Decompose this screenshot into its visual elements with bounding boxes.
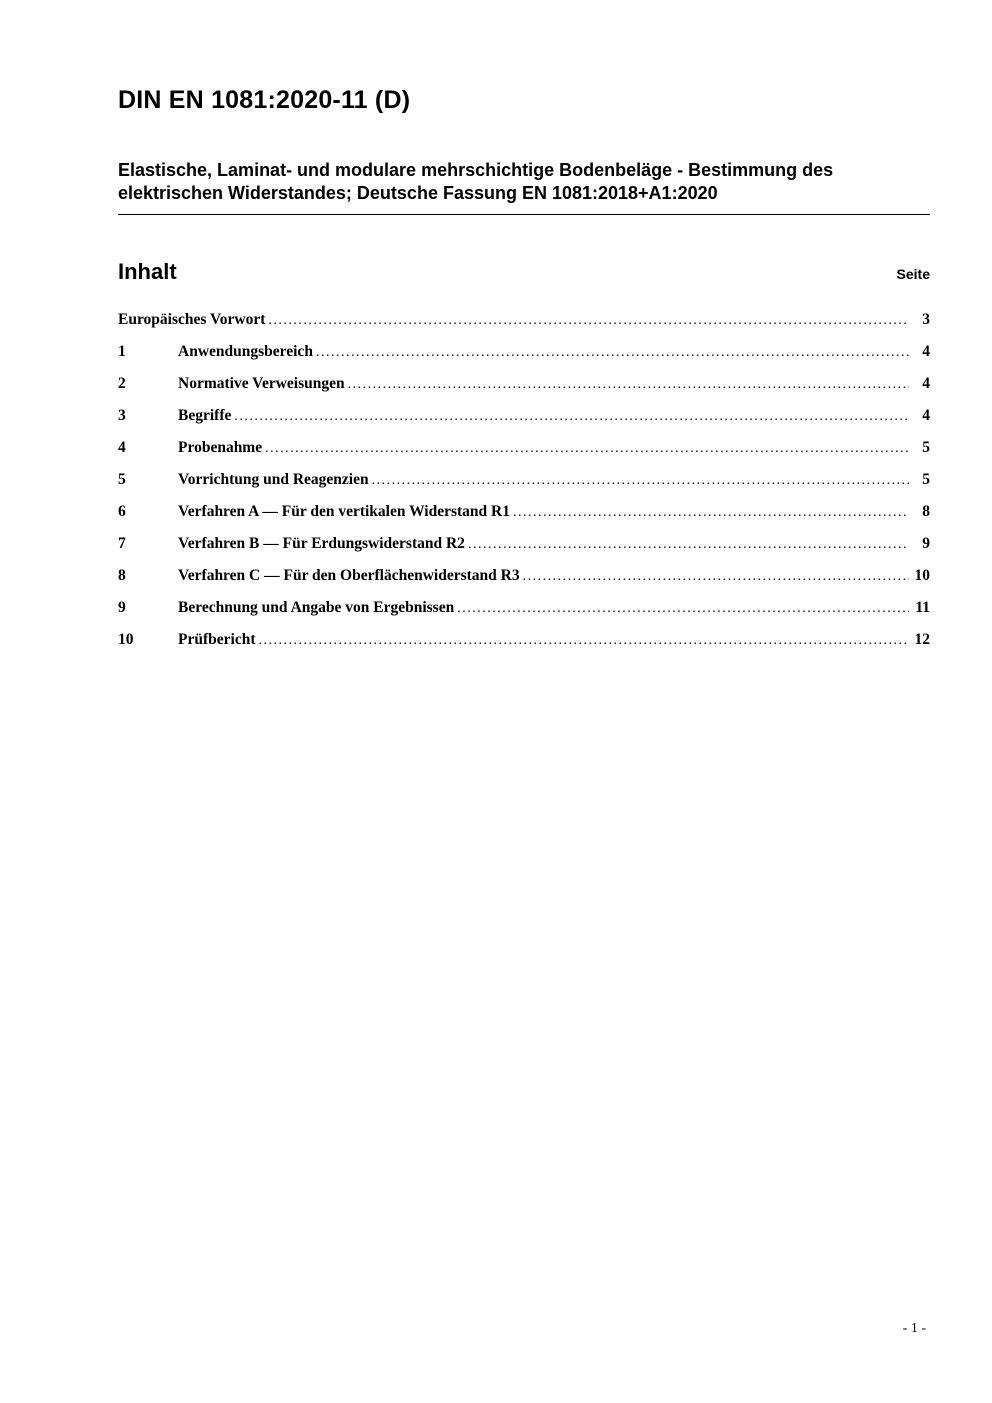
toc-entry bbox=[118, 631, 930, 649]
toc-entry bbox=[118, 567, 930, 585]
toc-entry-page: 12 bbox=[914, 630, 930, 648]
toc-entry-number: 9 bbox=[118, 598, 126, 616]
toc-entry-page: 4 bbox=[922, 374, 930, 392]
toc-dot-leader bbox=[523, 567, 909, 585]
footer-page-number: - 1 - bbox=[902, 1321, 926, 1336]
toc-entry-title: Verfahren C — Für den Oberflächenwiderstand R3 bbox=[178, 566, 520, 584]
toc-entry-title: Verfahren B — Für Erdungswiderstand R2 bbox=[178, 534, 465, 552]
toc-dot-leader bbox=[258, 631, 909, 649]
toc-entry bbox=[118, 311, 930, 329]
toc-entry bbox=[118, 343, 930, 361]
toc-entry-page: 5 bbox=[922, 438, 930, 456]
toc-entry bbox=[118, 471, 930, 489]
toc-dot-leader bbox=[457, 599, 909, 617]
toc-entry-number: 2 bbox=[118, 374, 126, 392]
toc-entry bbox=[118, 439, 930, 457]
toc-entry bbox=[118, 535, 930, 553]
toc-entry-number: 3 bbox=[118, 406, 126, 424]
toc-dot-leader bbox=[265, 439, 909, 457]
toc-dot-leader bbox=[468, 535, 909, 553]
toc-dot-leader bbox=[513, 503, 909, 521]
document-title: Elastische, Laminat- und modulare mehrschichtige Bodenbeläge - Bestimmung des elektrischen Widerstandes; Deutsche Fassung EN 1081:2018+A1:2020 bbox=[118, 159, 930, 215]
toc-header bbox=[118, 259, 930, 285]
toc-entry-title: Begriffe bbox=[178, 406, 232, 424]
toc-entry-number: 6 bbox=[118, 502, 126, 520]
toc-entry-page: 4 bbox=[922, 406, 930, 424]
toc-entry-number: 8 bbox=[118, 566, 126, 584]
toc-entry-title: Verfahren A — Für den vertikalen Widerstand R1 bbox=[178, 502, 510, 520]
toc-entry-title: Vorrichtung und Reagenzien bbox=[178, 470, 369, 488]
toc-dot-leader bbox=[234, 407, 909, 425]
toc-entry bbox=[118, 599, 930, 617]
toc-entry-page: 4 bbox=[922, 342, 930, 360]
toc-entry-page: 10 bbox=[914, 566, 930, 584]
toc-entry-page: 8 bbox=[922, 502, 930, 520]
toc-entry bbox=[118, 375, 930, 393]
toc-entry-title: Europäisches Vorwort bbox=[118, 310, 266, 328]
toc-entry-page: 9 bbox=[922, 534, 930, 552]
page-column-label: Seite bbox=[896, 265, 930, 282]
toc-entry bbox=[118, 503, 930, 521]
toc-entry-number: 7 bbox=[118, 534, 126, 552]
toc-entry-title: Berechnung und Angabe von Ergebnissen bbox=[178, 598, 455, 616]
toc-entry-number: 5 bbox=[118, 470, 126, 488]
toc-heading: Inhalt bbox=[118, 258, 177, 284]
toc-dot-leader bbox=[316, 343, 909, 361]
toc-entry-number: 10 bbox=[118, 630, 134, 648]
toc-entry-title: Anwendungsbereich bbox=[178, 342, 313, 360]
toc-entry bbox=[118, 407, 930, 425]
table-of-contents bbox=[118, 311, 930, 649]
document-number: DIN EN 1081:2020-11 (D) bbox=[118, 86, 411, 114]
toc-entry-title: Prüfbericht bbox=[178, 630, 256, 648]
toc-entry-number: 1 bbox=[118, 342, 126, 360]
toc-entry-page: 11 bbox=[915, 598, 930, 616]
toc-entry-title: Normative Verweisungen bbox=[178, 374, 345, 392]
toc-dot-leader bbox=[268, 311, 909, 329]
toc-dot-leader bbox=[348, 375, 909, 393]
toc-entry-page: 5 bbox=[922, 470, 930, 488]
toc-entry-page: 3 bbox=[922, 310, 930, 328]
toc-entry-title: Probenahme bbox=[178, 438, 263, 456]
toc-dot-leader bbox=[372, 471, 909, 489]
toc-entry-number: 4 bbox=[118, 438, 126, 456]
